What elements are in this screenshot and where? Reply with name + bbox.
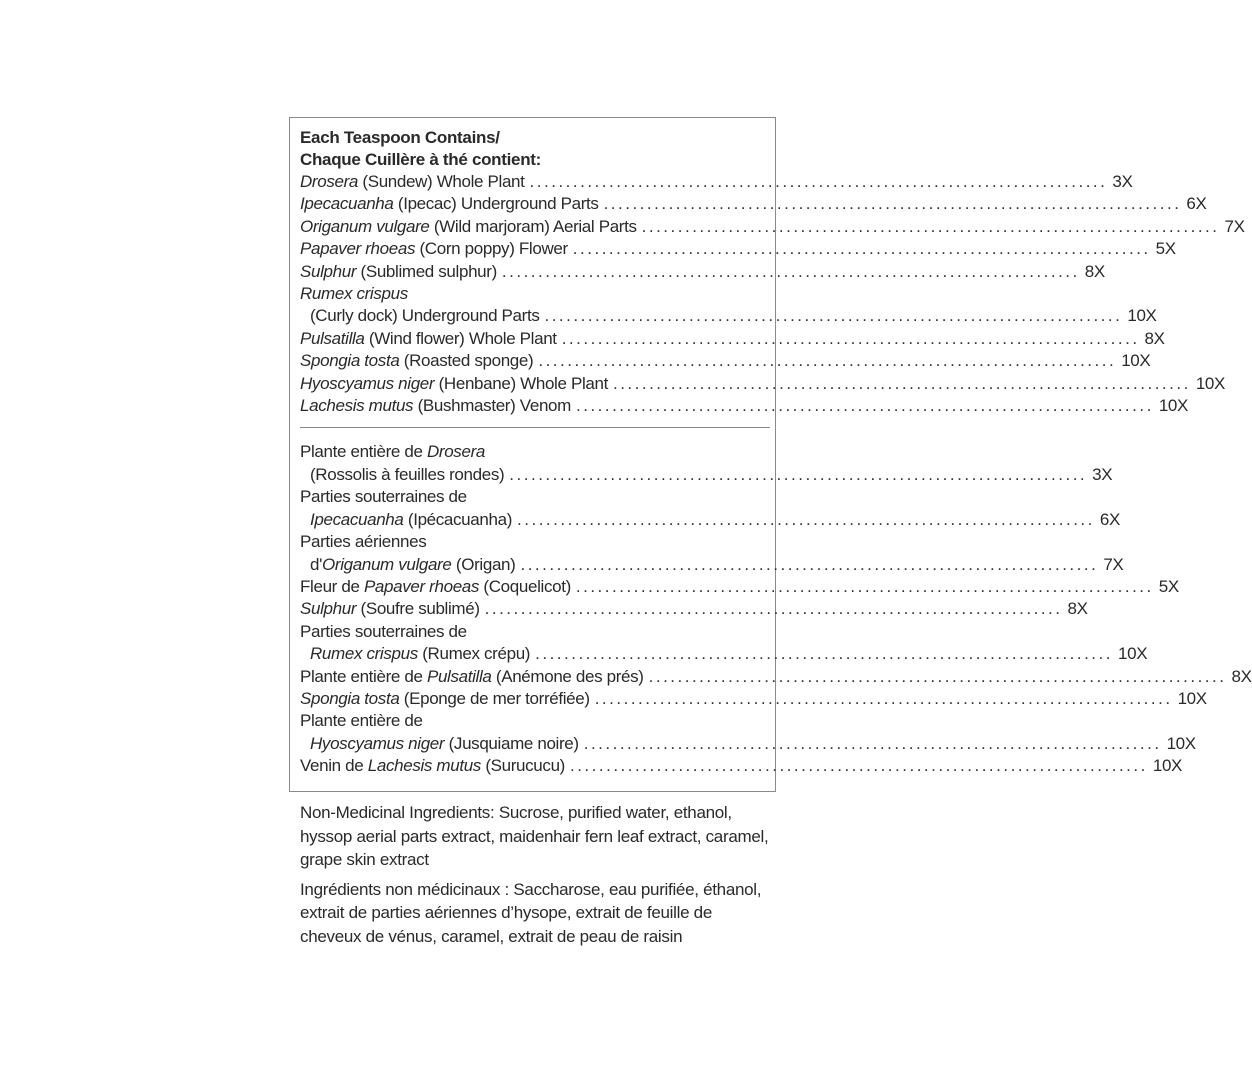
ingredient-text: Parties souterraines de [300,487,467,507]
ingredient-row [300,171,1133,193]
latin-name: Ipecacuanha [310,509,404,529]
dosage: 8X [1144,328,1165,348]
ingredient-text: (Ipecac) Underground Parts [393,194,599,214]
ingredient-row [300,283,770,305]
ingredient-text: Parties souterraines de [300,621,467,641]
ingredient-row [300,441,770,463]
latin-name: Spongia tosta [300,688,400,708]
dosage: 5X [1155,239,1176,259]
ingredient-row [300,710,770,732]
ingredient-text: (Origan) [451,554,516,574]
non-medicinal-french: Ingrédients non médicinaux : Saccharose, eau purifiée, éthanol, extrait de parties aériennes d’hysope, extrait de feuille de cheveux de vénus, caramel, extrait de peau de raisin [300,879,762,946]
ingredient-text: (Bushmaster) Venom [413,396,571,416]
dosage: 10X [1117,644,1148,664]
ingredient-text: (Henbane) Whole Plant [434,373,608,393]
ingredient-name [300,193,599,215]
latin-name: Lachesis mutus [300,396,414,416]
ingredient-row [300,554,1124,576]
latin-name: Hyoscyamus niger [300,373,435,393]
latin-name: Sulphur [300,599,357,619]
dot-leader: ................................................................................ [594,688,1173,708]
dot-leader: ................................................................................ [641,216,1220,236]
latin-name: Origanum vulgare [322,554,452,574]
ingredient-text: (Coquelicot) [479,576,571,596]
latin-name: Drosera [300,172,359,191]
latin-name: Lachesis mutus [367,756,481,776]
ingredient-name [310,509,512,531]
ingredient-text: (Sundew) Whole Plant [358,172,525,191]
dot-leader: ................................................................................ [561,328,1140,348]
ingredient-row [300,261,1105,283]
latin-name: Rumex crispus [300,284,408,304]
ingredient-name [310,554,515,576]
dosage: 10X [1152,756,1183,776]
dosage: 7X [1103,554,1124,574]
ingredient-row [300,193,1207,215]
ingredient-text: Fleur de [300,576,364,596]
ingredient-row [300,216,1245,238]
ingredient-name [300,261,497,283]
ingredient-text: d' [310,554,323,574]
dot-leader: ................................................................................ [583,733,1162,753]
ingredient-name [310,464,504,486]
ingredient-name [300,373,608,395]
dot-leader: ................................................................................ [538,351,1117,371]
dosage: 6X [1099,509,1120,529]
ingredient-name [300,283,408,305]
latin-name: Origanum vulgare [300,216,430,236]
dosage: 10X [1127,306,1157,326]
dosage: 8X [1067,599,1088,619]
ingredient-row [300,395,1189,417]
ingredient-row [300,238,1176,260]
latin-name: Hyoscyamus niger [310,733,445,753]
dosage: 10X [1121,351,1151,371]
non-medicinal-english: Non-Medicinal Ingredients: Sucrose, purified water, ethanol, hyssop aerial parts extract, maidenhair fern leaf extract, caramel, grape skin extract [300,803,769,869]
ingredient-name [300,755,565,777]
ingredient-text: (Wild marjoram) Aerial Parts [429,216,637,236]
ingredient-text: (Surucucu) [480,756,565,776]
ingredient-row [300,373,1226,395]
title-french: Chaque Cuillère à thé contient: [300,150,542,169]
latin-name: Pulsatilla [300,328,365,348]
ingredient-name [300,666,644,688]
latin-name: Drosera [426,442,485,462]
ingredient-text: (Rumex crépu) [417,644,531,664]
ingredient-text: (Anémone des prés) [491,666,644,686]
ingredient-row [300,688,1207,710]
ingredient-row [300,328,1165,350]
dosage: 3X [1092,464,1113,484]
dot-leader: ................................................................................ [648,666,1227,686]
ingredient-name [300,598,480,620]
ingredient-row [300,509,1120,531]
dot-leader: ................................................................................ [501,261,1080,281]
ingredient-row [300,576,1179,598]
ingredient-name [310,733,579,755]
latin-name: Rumex crispus [310,644,418,664]
ingredient-name [300,486,467,508]
dot-leader: ................................................................................ [569,756,1148,776]
dosage: 10X [1177,688,1207,708]
ingredient-text: (Sublimed sulphur) [356,261,497,281]
ingredient-name [300,350,533,372]
latin-name: Papaver rhoeas [363,576,480,596]
ingredient-row [300,464,1113,486]
dosage: 6X [1186,194,1207,214]
ingredient-name [300,688,590,710]
ingredient-text: Venin de [300,756,368,776]
ingredient-text: (Eponge de mer torréfiée) [399,688,590,708]
ingredient-text: (Soufre sublimé) [356,599,480,619]
dot-leader: ................................................................................ [529,172,1108,191]
dosage: 7X [1224,216,1245,236]
ingredient-row [300,350,1151,372]
dosage: 10X [1158,396,1189,416]
dosage: 10X [1166,733,1196,753]
dosage: 8X [1231,666,1252,686]
latin-name: Sulphur [300,261,357,281]
ingredient-text: (Wind flower) Whole Plant [364,328,557,348]
ingredient-row [300,598,1088,620]
non-medicinal-section [300,801,770,954]
ingredient-name [300,621,467,643]
ingredient-text: (Roasted sponge) [399,351,534,371]
ingredient-name [310,305,539,327]
ingredients-panel-content [300,127,1252,778]
ingredient-row [300,305,1157,327]
ingredient-row [300,486,770,508]
ingredients-panel [289,117,1252,792]
latin-name: Ipecacuanha [300,194,394,214]
ingredient-row [300,733,1196,755]
dot-leader: ................................................................................ [484,599,1063,619]
latin-name: Pulsatilla [426,666,492,686]
ingredient-name [300,171,525,193]
section-divider [300,427,770,428]
dot-leader: ................................................................................ [544,306,1123,326]
latin-name: Spongia tosta [300,351,400,371]
english-ingredient-list [300,171,1245,417]
ingredient-row [300,531,770,553]
dosage: 8X [1084,261,1105,281]
ingredient-text: (Rossolis à feuilles rondes) [310,464,505,484]
ingredient-name [300,576,571,598]
ingredient-text: (Ipécacuanha) [403,509,513,529]
dosage: 5X [1158,576,1179,596]
ingredient-row [300,755,1183,777]
dot-leader: ................................................................................ [575,396,1154,416]
dot-leader: ................................................................................ [520,554,1099,574]
dosage: 3X [1112,172,1133,191]
ingredient-text: (Curly dock) Underground Parts [310,306,540,326]
ingredient-text: Parties aériennes [300,532,427,552]
ingredient-row [300,621,770,643]
french-ingredient-list [300,441,1252,777]
ingredient-name [300,395,571,417]
ingredient-name [310,643,530,665]
ingredient-name [300,441,485,463]
ingredient-text: Plante entière de [300,442,427,462]
dosage: 10X [1195,373,1226,393]
ingredient-text: Plante entière de [300,666,427,686]
dot-leader: ................................................................................ [509,464,1088,484]
ingredient-name [300,328,557,350]
ingredient-text: Plante entière de [300,711,423,731]
dot-leader: ................................................................................ [517,509,1095,529]
dot-leader: ................................................................................ [535,644,1113,664]
ingredient-text: (Corn poppy) Flower [415,239,568,259]
ingredient-name [300,710,423,732]
title-english: Each Teaspoon Contains/ [300,128,500,147]
ingredient-name [300,216,637,238]
ingredient-name [300,531,426,553]
ingredient-row [300,666,1252,688]
dot-leader: ................................................................................ [575,576,1154,596]
dot-leader: ................................................................................ [612,373,1191,393]
ingredient-row [300,643,1148,665]
ingredient-name [300,238,568,260]
ingredient-text: (Jusquiame noire) [444,733,579,753]
dot-leader: ................................................................................ [572,239,1151,259]
latin-name: Papaver rhoeas [300,239,416,259]
dot-leader: ................................................................................ [603,194,1182,214]
